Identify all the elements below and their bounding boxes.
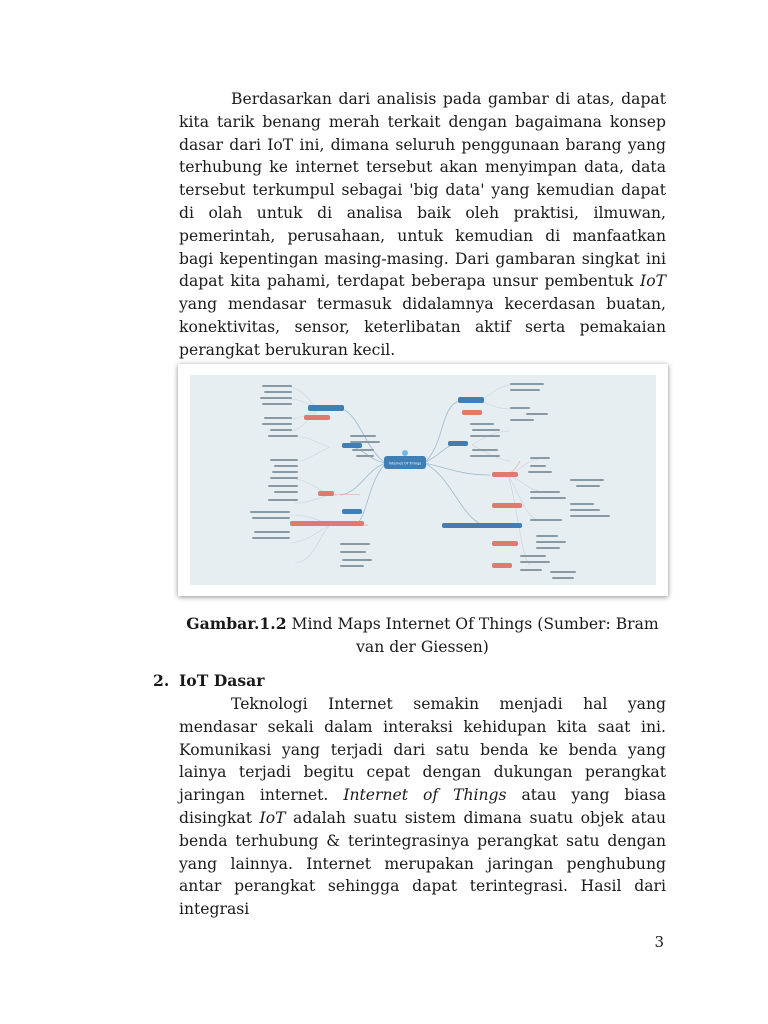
paragraph-text: Teknologi Internet semakin menjadi hal yang mendasar sekali dalam interaksi kehidupan kita saat ini. Komunikasi yang terjadi dari satu benda ke benda yang lainya terjadi begitu cepat dengan dukungan perangkat jaringan internet. bbox=[179, 695, 666, 805]
paragraph-italic-term: IoT bbox=[259, 808, 286, 827]
mindmap-leaf bbox=[570, 479, 604, 481]
mindmap-leaf bbox=[270, 477, 298, 479]
mindmap-leaf bbox=[350, 435, 376, 437]
mindmap-diagram bbox=[190, 375, 656, 585]
mindmap-center-label: Internet Of Things bbox=[388, 461, 422, 466]
mindmap-leaf bbox=[536, 535, 558, 537]
mindmap-leaf bbox=[510, 407, 530, 409]
mindmap-leaf bbox=[530, 465, 546, 467]
mindmap-leaf bbox=[570, 515, 610, 517]
mindmap-leaf bbox=[274, 465, 298, 467]
mindmap-leaf bbox=[262, 385, 292, 387]
mindmap-leaf-labels bbox=[250, 383, 610, 579]
mindmap-node bbox=[342, 443, 362, 448]
mindmap-leaf bbox=[268, 435, 298, 437]
mindmap-leaf bbox=[260, 397, 292, 399]
mindmap-leaf bbox=[470, 435, 500, 437]
mindmap-leaf bbox=[526, 413, 548, 415]
mindmap-leaf bbox=[552, 577, 574, 579]
section-title: IoT Dasar bbox=[179, 671, 265, 690]
mindmap-leaf bbox=[510, 383, 544, 385]
mindmap-leaf bbox=[530, 491, 560, 493]
section-heading bbox=[153, 671, 264, 690]
mindmap-leaf bbox=[536, 541, 566, 543]
mindmap-leaf bbox=[350, 441, 380, 443]
mindmap-node bbox=[492, 503, 522, 508]
mindmap-leaf bbox=[576, 485, 600, 487]
paragraph-text: Berdasarkan dari analisis pada gambar di atas, dapat kita tarik benang merah terkait dengan bagaimana konsep dasar dari IoT ini, dimana seluruh penggunaan barang yang terhubung ke internet tersebut akan menyimpan data, data tersebut terkumpul sebagai 'big data' yang kemudian dapat di olah untuk di analisa baik oleh praktisi, ilmuwan, pemerintah, perusahaan, untuk kemudian di manfaatkan bagi kepentingan masing-masing. Dari gambaran singkat ini dapat kita pahami, terdapat beberapa unsur pembentuk bbox=[179, 90, 666, 291]
mindmap-leaf bbox=[570, 503, 594, 505]
figure-caption-text: Mind Maps Internet Of Things (Sumber: Bram van der Giessen) bbox=[286, 615, 659, 656]
mindmap-leaf bbox=[530, 519, 562, 521]
mindmap-node bbox=[492, 472, 518, 477]
mindmap-leaf bbox=[510, 419, 534, 421]
mindmap-leaf bbox=[270, 429, 292, 431]
mindmap-node bbox=[308, 405, 344, 411]
mindmap-node bbox=[462, 410, 482, 415]
mindmap-center-icon bbox=[402, 450, 408, 456]
page-number: 3 bbox=[654, 933, 664, 951]
figure-caption bbox=[179, 612, 666, 659]
mindmap-leaf bbox=[472, 429, 500, 431]
paragraph-italic-term: Internet of Things bbox=[343, 786, 507, 805]
mindmap-leaf bbox=[536, 547, 560, 549]
mindmap-leaf bbox=[262, 423, 292, 425]
paragraph-italic-term: IoT bbox=[640, 272, 666, 291]
mindmap-node bbox=[448, 441, 468, 446]
paragraph-text: adalah suatu sistem dimana suatu objek atau benda terhubung & terintegrasinya perangkat satu dengan yang lainnya. Internet merupakan jaringan penghubung antar perangkat sehingga dapat terintegrasi. Hasil dari integrasi bbox=[179, 808, 666, 919]
mindmap-leaf bbox=[274, 491, 298, 493]
mindmap-leaf bbox=[340, 565, 364, 567]
mindmap-node bbox=[492, 563, 512, 568]
mindmap-leaf bbox=[250, 511, 290, 513]
mindmap-node bbox=[442, 523, 522, 528]
mindmap-leaf bbox=[528, 471, 552, 473]
mindmap-leaf bbox=[272, 471, 298, 473]
mindmap-leaf bbox=[510, 389, 540, 391]
mindmap-leaf bbox=[340, 543, 370, 545]
mindmap-leaf bbox=[264, 417, 292, 419]
mindmap-leaf bbox=[340, 551, 366, 553]
mindmap-leaf bbox=[254, 531, 290, 533]
mindmap-leaf bbox=[470, 423, 494, 425]
mindmap-leaf bbox=[550, 571, 576, 573]
mindmap-leaf bbox=[470, 455, 500, 457]
mindmap-leaf bbox=[520, 569, 542, 571]
mindmap-leaf bbox=[570, 509, 600, 511]
mindmap-node bbox=[458, 397, 484, 403]
body-paragraph-2 bbox=[179, 693, 666, 921]
mindmap-node bbox=[492, 541, 518, 546]
mindmap-leaf bbox=[262, 403, 292, 405]
mindmap-leaf bbox=[520, 561, 550, 563]
mindmap-node bbox=[290, 521, 364, 526]
mindmap-nodes bbox=[290, 397, 522, 568]
mindmap-leaf bbox=[268, 485, 298, 487]
mindmap-leaf bbox=[530, 457, 550, 459]
mindmap-leaf bbox=[352, 449, 374, 451]
mindmap-leaf bbox=[356, 455, 374, 457]
figure-frame bbox=[178, 364, 668, 596]
mindmap-leaf bbox=[342, 559, 372, 561]
mindmap-node bbox=[342, 509, 362, 514]
mindmap-leaf bbox=[252, 517, 290, 519]
mindmap-leaf bbox=[520, 555, 546, 557]
paragraph-text: atau yang biasa disingkat bbox=[179, 786, 666, 827]
mindmap-leaf bbox=[268, 499, 298, 501]
mindmap-image bbox=[190, 375, 656, 585]
mindmap-leaf bbox=[264, 391, 292, 393]
mindmap-leaf bbox=[252, 537, 290, 539]
mindmap-leaf bbox=[472, 449, 498, 451]
paragraph-text: yang mendasar termasuk didalamnya kecerdasan buatan, konektivitas, sensor, keterlibatan aktif serta pemakaian perangkat berukuran kecil. bbox=[179, 295, 666, 359]
mindmap-node bbox=[318, 491, 334, 496]
mindmap-node bbox=[304, 415, 330, 420]
section-number: 2. bbox=[153, 671, 170, 690]
figure-caption-label: Gambar.1.2 bbox=[186, 614, 287, 633]
body-paragraph-1 bbox=[179, 88, 666, 362]
mindmap-leaf bbox=[270, 459, 298, 461]
mindmap-leaf bbox=[530, 497, 566, 499]
